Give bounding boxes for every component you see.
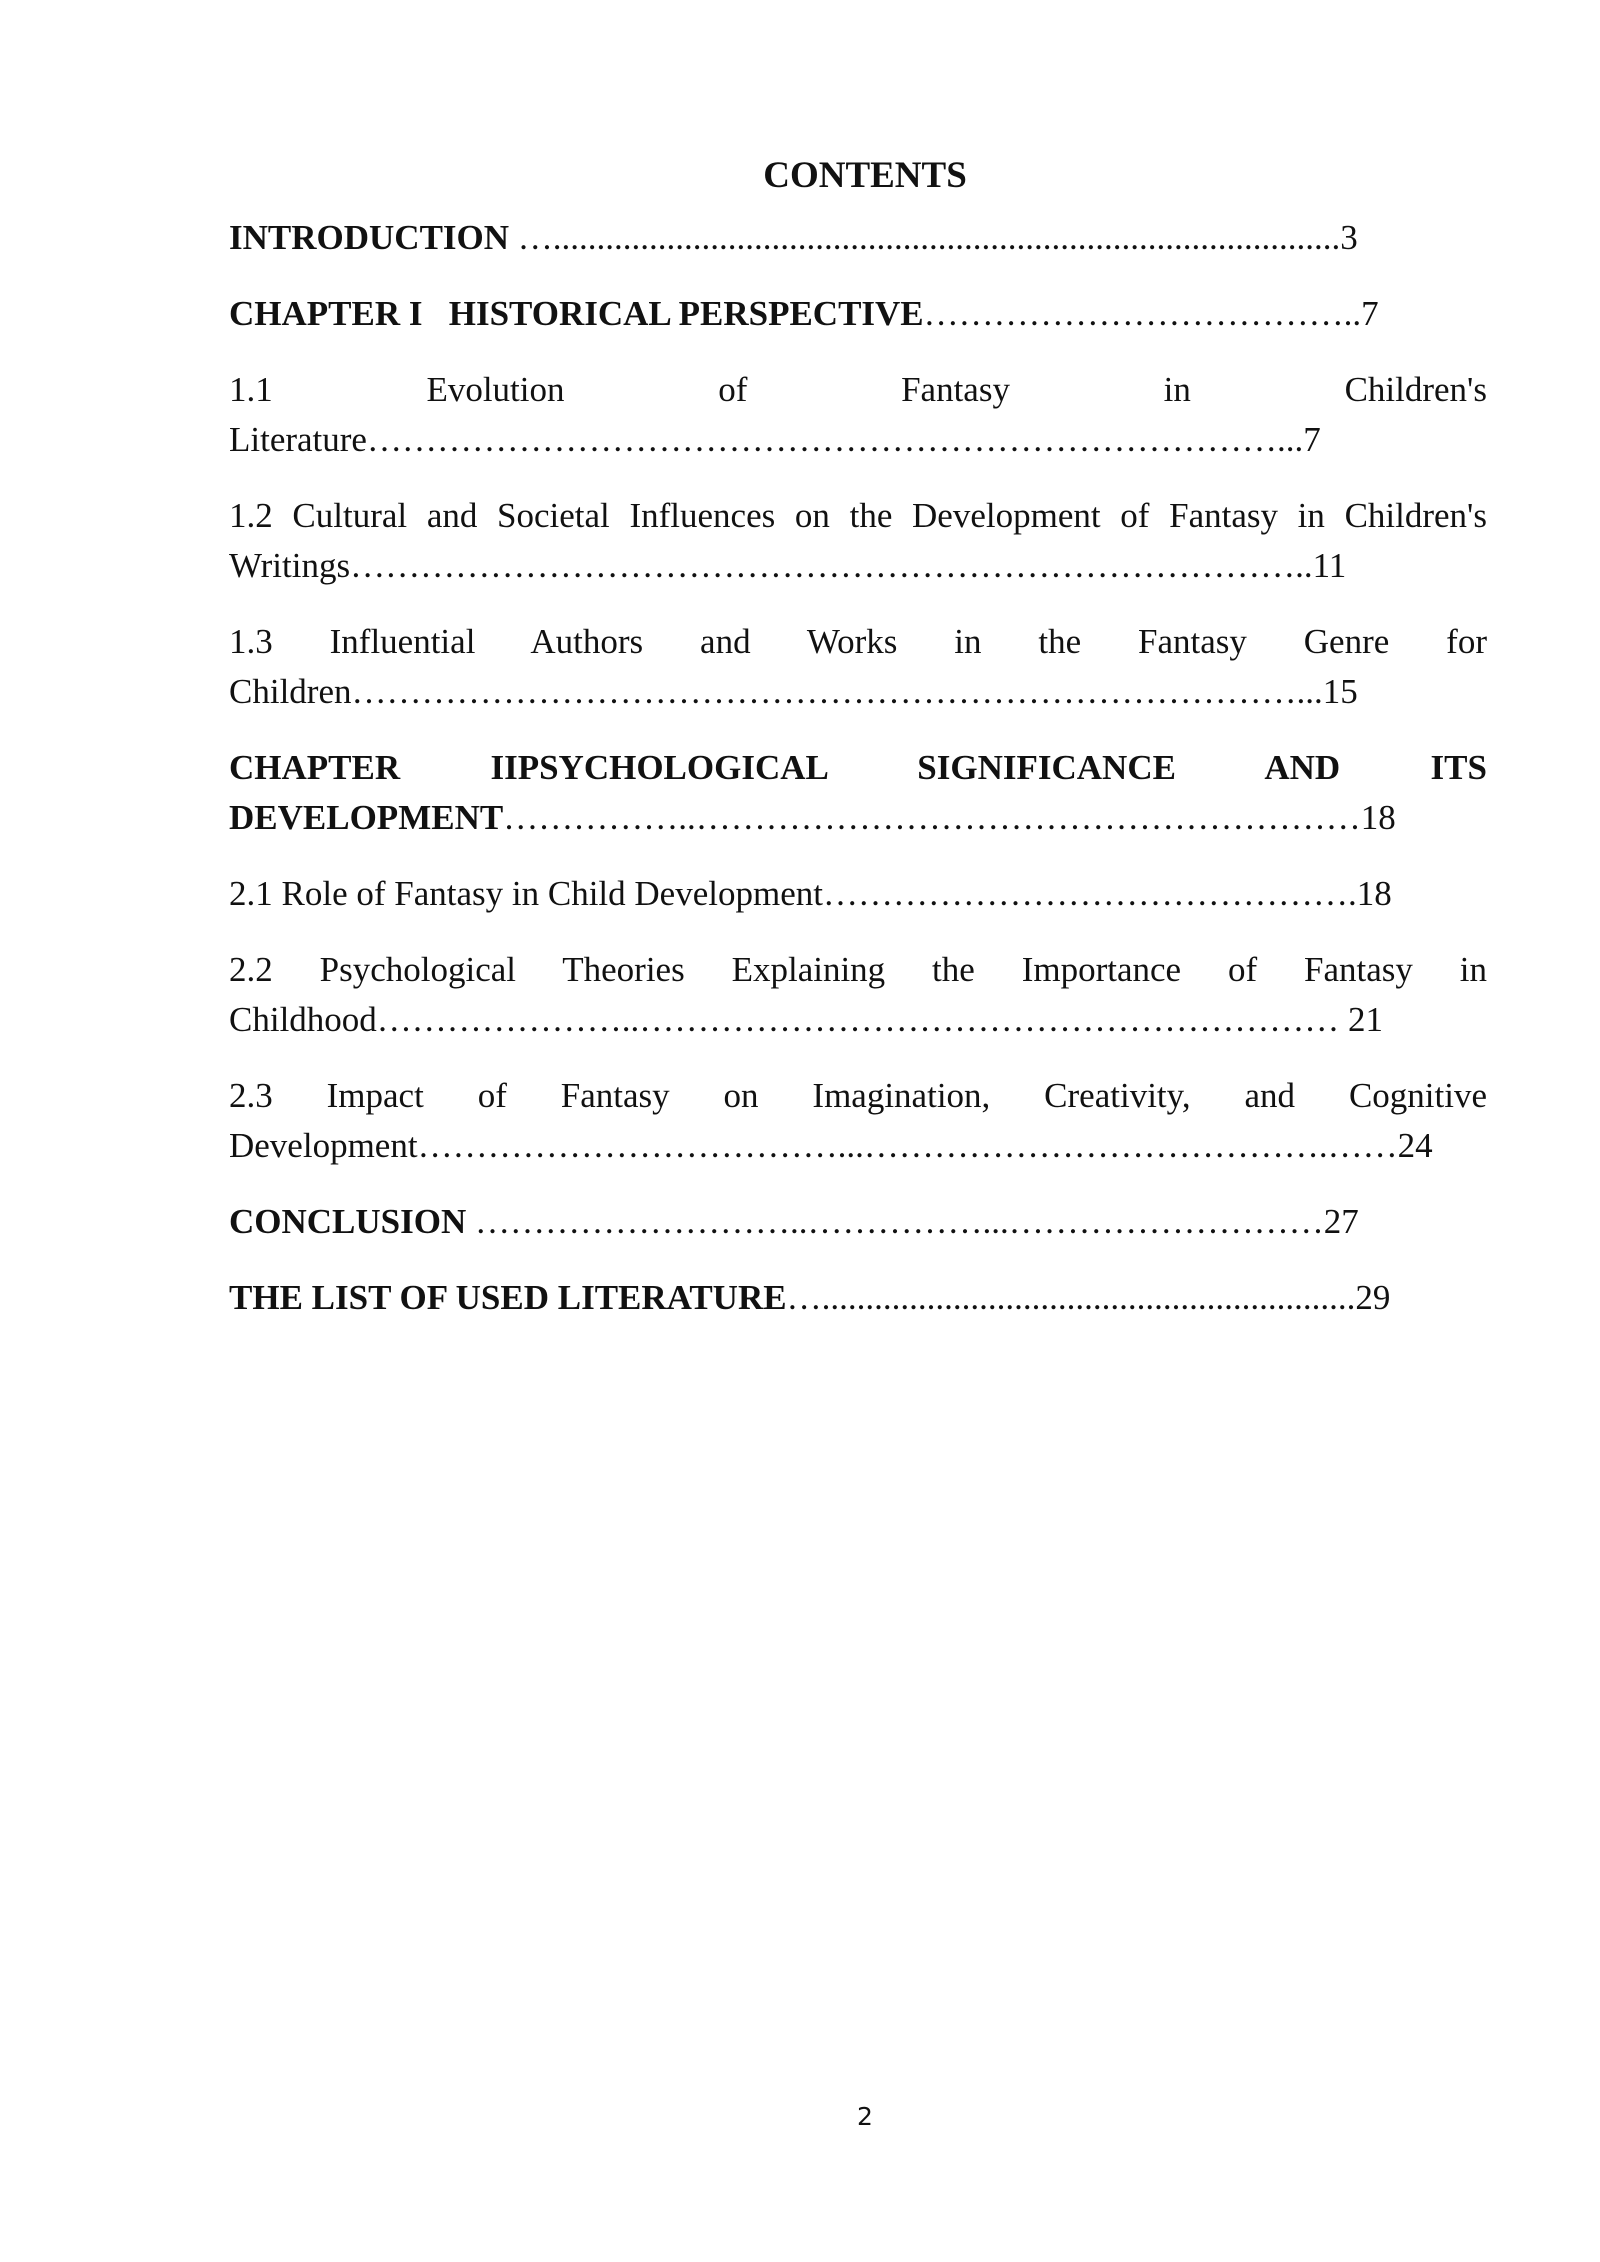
- toc-page-number: 15: [1322, 672, 1358, 711]
- toc-entry-text: CHAPTER IIPSYCHOLOGICAL SIGNIFICANCE AND ITS DEVELOPMENT: [229, 748, 1487, 837]
- toc-entry-conclusion: [229, 1197, 1487, 1247]
- toc-entry-text: 2.3 Impact of Fantasy on Imagination, Creativity, and Cognitive Development: [229, 1076, 1487, 1165]
- toc-page-number: 7: [1303, 420, 1321, 459]
- toc-entry-chapter-1: [229, 289, 1487, 339]
- page-number: 2: [857, 2102, 873, 2131]
- toc-entry-2-1: [229, 869, 1487, 919]
- toc-page-number: 3: [1340, 218, 1358, 257]
- toc-page-number: 18: [1356, 874, 1392, 913]
- toc-leader-dots: ………………………..……………...………………………: [466, 1202, 1324, 1241]
- contents-title: CONTENTS: [763, 155, 967, 196]
- toc-entry-literature: [229, 1273, 1487, 1323]
- toc-entry-1-3: [229, 617, 1487, 717]
- toc-entry-1-1: [229, 365, 1487, 465]
- toc-entry-text: INTRODUCTION: [229, 218, 510, 257]
- toc-entry-text: 1.2 Cultural and Societal Influences on the Development of Fantasy in Children's Writings: [229, 496, 1487, 585]
- toc-entry-text: 1.1 Evolution of Fantasy in Children's Literature: [229, 370, 1487, 459]
- toc-leader-dots: ….............................................................: [786, 1278, 1356, 1317]
- toc-leader-dots: …..........................................................................................: [509, 218, 1341, 257]
- toc-entry-1-2: [229, 491, 1487, 591]
- toc-page-number: 7: [1361, 294, 1379, 333]
- toc-leader-dots: ………………………………...………………………………….……: [417, 1126, 1398, 1165]
- toc-page-number: 29: [1355, 1278, 1391, 1317]
- toc-leader-dots: ……………………………………………………………………...: [366, 420, 1304, 459]
- toc-page-number: 21: [1339, 1000, 1384, 1039]
- toc-page-number: 27: [1323, 1202, 1359, 1241]
- toc-entry-text: 2.2 Psychological Theories Explaining the Importance of Fantasy in Childhood: [229, 950, 1487, 1039]
- toc-entry-text: CHAPTER I HISTORICAL PERSPECTIVE: [229, 294, 924, 333]
- toc-entry-chapter-2: [229, 743, 1487, 843]
- toc-leader-dots: ………………………………..: [923, 294, 1362, 333]
- toc-entry-text: 2.1 Role of Fantasy in Child Development: [229, 874, 823, 913]
- toc-entry-2-2: [229, 945, 1487, 1045]
- toc-leader-dots: ………………………………………………………………………...: [351, 672, 1323, 711]
- toc-page-number: 11: [1312, 546, 1347, 585]
- toc-page-number: 18: [1360, 798, 1396, 837]
- toc-entry-2-3: [229, 1071, 1487, 1171]
- toc-leader-dots: …………………..……………………………………………………: [376, 1000, 1340, 1039]
- toc-entry-text: THE LIST OF USED LITERATURE: [229, 1278, 787, 1317]
- toc-entry-text: 1.3 Influential Authors and Works in the Fantasy Genre for Children: [229, 622, 1487, 711]
- toc-leader-dots: ……………..…………………………………………………: [503, 798, 1361, 837]
- toc-leader-dots: ………………………………………………………………………..: [350, 546, 1313, 585]
- toc-page-number: 24: [1397, 1126, 1433, 1165]
- table-of-contents: [229, 213, 1487, 1349]
- toc-leader-dots: ……………………………………….: [822, 874, 1357, 913]
- toc-entry-text: CONCLUSION: [229, 1202, 467, 1241]
- toc-entry-introduction: [229, 213, 1487, 263]
